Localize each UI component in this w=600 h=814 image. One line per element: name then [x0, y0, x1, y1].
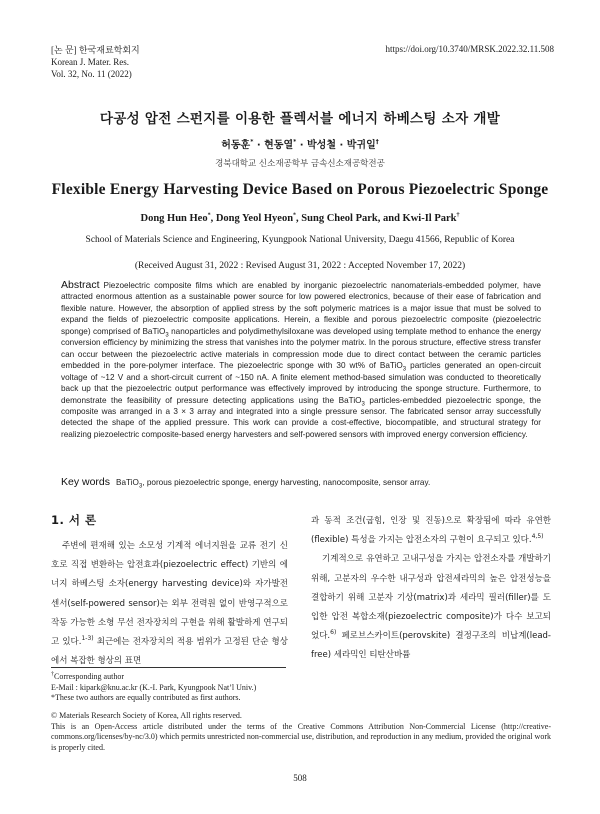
abstract-label: Abstract [61, 279, 100, 291]
author-ko-4-mark: † [375, 138, 379, 146]
keywords-label: Key words [61, 476, 111, 488]
author-email: E-Mail : kipark@knu.ac.kr (K.-I. Park, Kyungpook Nat’l Univ.) [51, 682, 257, 692]
journal-line-2: Korean J. Mater. Res. [51, 57, 129, 67]
author-ko-1: 허동훈 [221, 140, 251, 151]
author-en-3: Sung Cheol Park [301, 213, 378, 224]
author-ko-2-mark: * [293, 138, 297, 146]
english-affiliation: School of Materials Science and Engineering, Kyungpook National University, Daegu 41566, Republic of Korea [85, 235, 515, 245]
author-en-4: Kwi-Il Park [402, 213, 457, 224]
page-number: 508 [293, 773, 307, 783]
corresponding-author: †Corresponding author [51, 671, 124, 681]
received-dates: (Received August 31, 2022 : Revised August 31, 2022 : Accepted November 17, 2022) [134, 261, 466, 271]
paragraph: 기계적으로 유연하고 고내구성을 가지는 압전소자를 개발하기 위해, 고분자의 우수한 내구성과 압전세라믹의 높은 압전성능을 결합하기 위해 고분자 기상(matrix)과 세라믹 필러(filler)를 도입한 압전 복합소재(piezoelectric composite)가 다수 보고되었다.$^{6)}$ 페로브스카이트(perovskite) 결정구조의 비납계(lead-free) 세라믹인 티탄산바륨 [311, 554, 551, 661]
author-ko-2: 현동열 [264, 140, 294, 151]
journal-info [51, 44, 140, 80]
reference-mark: 1-3) [81, 635, 94, 643]
journal-line-1: [논 문] 한국재료학회지 [51, 45, 140, 55]
author-en-1: Dong Hun Heo [140, 213, 208, 224]
korean-authors [0, 136, 600, 151]
journal-line-3: Vol. 32, No. 11 (2022) [51, 69, 132, 79]
author-en-4-mark: † [456, 212, 460, 219]
keywords: Key words BaTiO$_3$, porous piezoelectric sponge, energy harvesting, nanocomposite, sensor array. [61, 476, 431, 490]
doi-link[interactable]: https://doi.org/10.3740/MRSK.2022.32.11.508 [385, 44, 554, 54]
author-ko-1-mark: * [250, 138, 254, 146]
author-en-2-mark: * [293, 212, 297, 219]
korean-affiliation: 경북대학교 신소재공학부 금속신소재공학전공 [215, 159, 385, 169]
author-en-2: Dong Yeol Hyeon [215, 213, 294, 224]
reference-mark: 6) [330, 629, 337, 637]
footnote-divider [51, 667, 286, 668]
license-text: This is an Open-Access article distributed under the terms of the Creative Commons Attribution Non-Commercial License (http://creative-commons.org/licenses/by-nc/3.0) which permits unrestricted non-commercial use, distribution, and reproduction in any medium, provided the original work is properly cited. [51, 721, 551, 753]
equal-contribution-note: *These two authors are equally contributed as first authors. [51, 693, 241, 702]
author-ko-4: 박귀일 [346, 140, 376, 151]
footnotes [51, 672, 351, 704]
paragraph: 과 동적 조건(굽힘, 인장 및 진동)으로 확장됨에 따라 유연한(flexible) 특성을 가지는 압전소자의 구현이 요구되고 있다.$^{4,5)}$ [311, 516, 551, 546]
author-separator: · [336, 140, 347, 151]
reference-mark: 4,5) [531, 533, 544, 541]
license-block [51, 711, 551, 754]
section-heading: 1. 서 론 [51, 513, 97, 527]
abstract: Abstract Piezoelectric composite films which are enabled by inorganic piezoelectric nanomaterials-embedded polymer, have attracted enormous attention as a sustainable power source for low powered electronics, because of their ease of fabrication and flexible nature. However, the absorption of applied stress by the soft polymeric matrices is a major issue that must be solved to expand the fields of piezoelectric composite applications. Herein, a flexible and porous piezoelectric composite (piezoelectric sponge) comprised of BaTiO$_3$ nanoparticles and polydimethylsiloxane was developed using template method to enhance the energy conversion efficiency by minimizing the stress that vanishes into the polymer matrix. In the porous structure, effective stress transfer can occur between the piezoelectric active materials in compression mode due to direct contact between the ceramic particles embedded in the pore-polymer interface. The piezoelectric sponge with 30 wt% of BaTiO$_3$ particles generated an open-circuit voltage of ~12 V and a short-circuit current of ~150 nA. A finite element method-based simulation was conducted to theoretically back up that the piezoelectric output performance was effectively improved by introducing the sponge structure. Furthermore, to demonstrate the feasibility of pressure detecting applications using the BaTiO$_3$ particles-embedded piezoelectric sponge, the composite was arranged in a 3 × 3 array and integrated into a single pressure sensor. The fabricated sensor array successfully detected the shape of the applied pressure. This work can provide a cost-effective, biocompatible, and structural strategy for realizing piezoelectric composite-based energy harvesters and self-powered sensors with improved energy conversion efficiency. [61, 279, 541, 439]
paragraph: 주변에 편재해 있는 소모성 기계적 에너지원을 교류 전기 신호로 직접 변환하는 압전효과(piezoelectric effect) 기반의 에너지 하베스팅 소자(energy harvesting device)와 자가발전센서(self-powered sensor)는 외부 전력원 없이 반영구적으로 작동 가능한 소형 무선 전자장치의 구현을 위해 활발하게 연구되고 있다.$^{1-3)}$ 최근에는 전자장치의 적용 범위가 고정된 단순 형상에서 복잡한 형상의 표면 [51, 541, 288, 667]
copyright-line: © Materials Research Society of Korea, All rights reserved. [51, 711, 242, 720]
author-en-1-mark: * [207, 212, 211, 219]
english-authors: Dong Hun Heo*, Dong Yeol Hyeon*, Sung Cheol Park, and Kwi-Il Park† [140, 212, 460, 224]
body-column-right [311, 512, 551, 666]
english-title: Flexible Energy Harvesting Device Based on Porous Piezoelectric Sponge [51, 181, 549, 198]
author-separator: · [296, 140, 308, 151]
author-ko-3: 박성철 [307, 140, 336, 151]
body-column-left [51, 537, 288, 671]
korean-title: 다공성 압전 스펀지를 이용한 플렉서블 에너지 하베스팅 소자 개발 [99, 111, 501, 127]
author-separator: · [253, 140, 265, 151]
